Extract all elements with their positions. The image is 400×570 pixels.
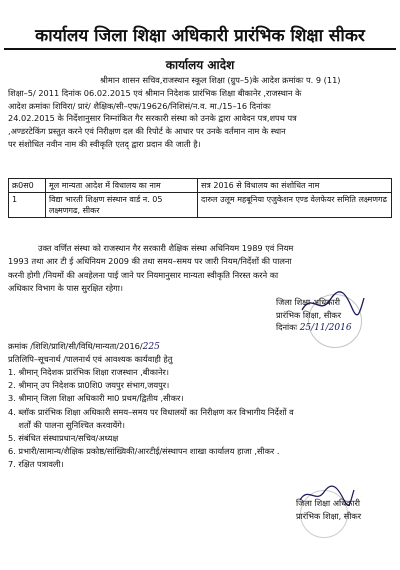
intro-line: आदेश क्रमांकः शिविरा/ प्रारं/ शैक्षिक/सी–एफ/19626/निशिसं/न.व. मा./15–16 दिनांकः <box>8 100 271 111</box>
list-item: 1. श्रीमान् निदेशक प्रारंभिक शिक्षा राजस्थान ,बीकानेर। <box>8 367 170 377</box>
signatory-title: जिला शिक्षा अधिकारी <box>296 498 361 508</box>
reference-text: क्रमांक /शिशि/प्राशि/सी/विधि/मान्यता/2016/ <box>8 341 143 351</box>
school-name-table <box>8 178 392 218</box>
copy-to-heading: प्रतिलिपि–सूचनार्थ /पालनार्थ एवं आवश्यक कार्यवाही हेतु <box>8 354 173 364</box>
list-item: शर्तों की पालना सुनिश्चित करवायेंगे। <box>8 419 126 430</box>
intro-line: 24.02.2015 के निर्देशानुसार निम्नांकित गैर सरकारी संस्था को उनके द्वारा आवेदन पत्र,शपथ पत्र <box>8 113 297 124</box>
list-item: 6. प्रभारी/सामान्य/शैक्षिक प्रकोष्ठ/सांख्यिकी/आरटीई/संस्थापन शाखा कार्यालय हाजा ,सीकर . <box>8 446 280 457</box>
table-cell: दारुल उलूम महबूनिया एजुकेशन एण्ड वेलफेयर समिति लक्ष्मणगढ <box>198 193 392 218</box>
list-item: 3. श्रीमान् जिला शिक्षा अधिकारी मा0 प्रथम/द्वितीय ,सीकर। <box>8 393 184 404</box>
list-item: 4. ब्लॉक प्रारंभिक शिक्षा अधिकारी समय–समय पर विधालयों का निरीक्षण कर विभागीय निर्देशों व <box>8 406 294 417</box>
intro-line: पर संशोधित नवीन नाम की स्वीकृति एतद् द्वारा प्रदान की जाती है। <box>8 138 201 149</box>
signature-date <box>276 321 396 335</box>
table-header-row <box>9 179 392 193</box>
conditions-paragraph <box>8 242 394 296</box>
intro-line: ,अण्डरटेकिंग प्रस्तुत करने एवं निरीक्षण दल की रिपोर्ट के आधार पर उनके वर्तमान नाम के स्थान <box>8 126 286 137</box>
para-line: अधिकार विभाग के पास सुरक्षित रहेगा। <box>8 283 124 294</box>
list-item: 2. श्रीमान् उप निदेशक प्रा0शि0 जयपुर संभाग,जयपुर। <box>8 380 170 391</box>
para-line: उक्त वर्णित संस्था को राजस्थान गैर सरकारी शैक्षिक संस्था अधिनियम 1989 एवं नियम <box>38 243 294 253</box>
list-item: 5. संबंधित संस्थाप्रधान/सचिव/अध्यक्ष <box>8 433 119 444</box>
date-label: दिनांकः <box>276 322 298 332</box>
reference-number <box>8 340 308 353</box>
reference-handwritten-number: 225 <box>142 342 160 352</box>
list-item: 7. रक्षित पत्रावली। <box>8 459 64 470</box>
signatory-office: प्रारंभिक शिक्षा, सीकर <box>276 309 342 320</box>
intro-paragraph <box>8 74 394 151</box>
signatory-title: जिला शिक्षा अधिकारी <box>276 297 341 307</box>
signature-block-2 <box>296 497 396 522</box>
table-row <box>9 193 392 218</box>
para-line: करनी होगी /नियमों की अवहेलना पाई जाने पर नियमानुसार मान्यता स्वीकृति निरस्त करने का <box>8 269 279 280</box>
table-cell: 1 <box>9 193 46 218</box>
signature-block-1 <box>276 296 396 335</box>
table-header-cell: सत्र 2016 से विधालय का संशोधित नाम <box>198 179 392 193</box>
table-header-cell: मूल मान्यता आदेश में विधालय का नाम <box>46 179 198 193</box>
signatory-office: प्रारंभिक शिक्षा, सीकर <box>296 510 362 521</box>
intro-line: शिक्षा–5/ 2011 दिनांक 06.02.2015 एवं श्रीमान निदेशक प्रारंभिक शिक्षा बीकानेर ,राजस्थान के <box>8 87 302 98</box>
table-cell: विद्या भारती शिक्षण संस्थान वार्ड न. 05 लक्ष्मणगढ, सीकर <box>46 193 198 218</box>
para-line: 1993 तथा आर टी ई अधिनियम 2009 की तथा समय–समय पर जारी नियम/निर्देशों की पालना <box>8 256 292 267</box>
copy-to-list <box>8 366 398 472</box>
date-value: 25/11/2016 <box>299 323 352 333</box>
table-header-cell: क्र0स0 <box>9 179 46 193</box>
title-underline <box>4 48 396 50</box>
office-title: कार्यालय जिला शिक्षा अधिकारी प्रारंभिक शिक्षा सीकर <box>35 26 365 46</box>
order-heading: कार्यालय आदेश <box>165 58 235 72</box>
intro-line: श्रीमान शासन सचिव,राजस्थान स्कूल शिक्षा (ग्रुप–5)के आदेश क्रमांकः प. 9 (11) <box>100 75 341 85</box>
